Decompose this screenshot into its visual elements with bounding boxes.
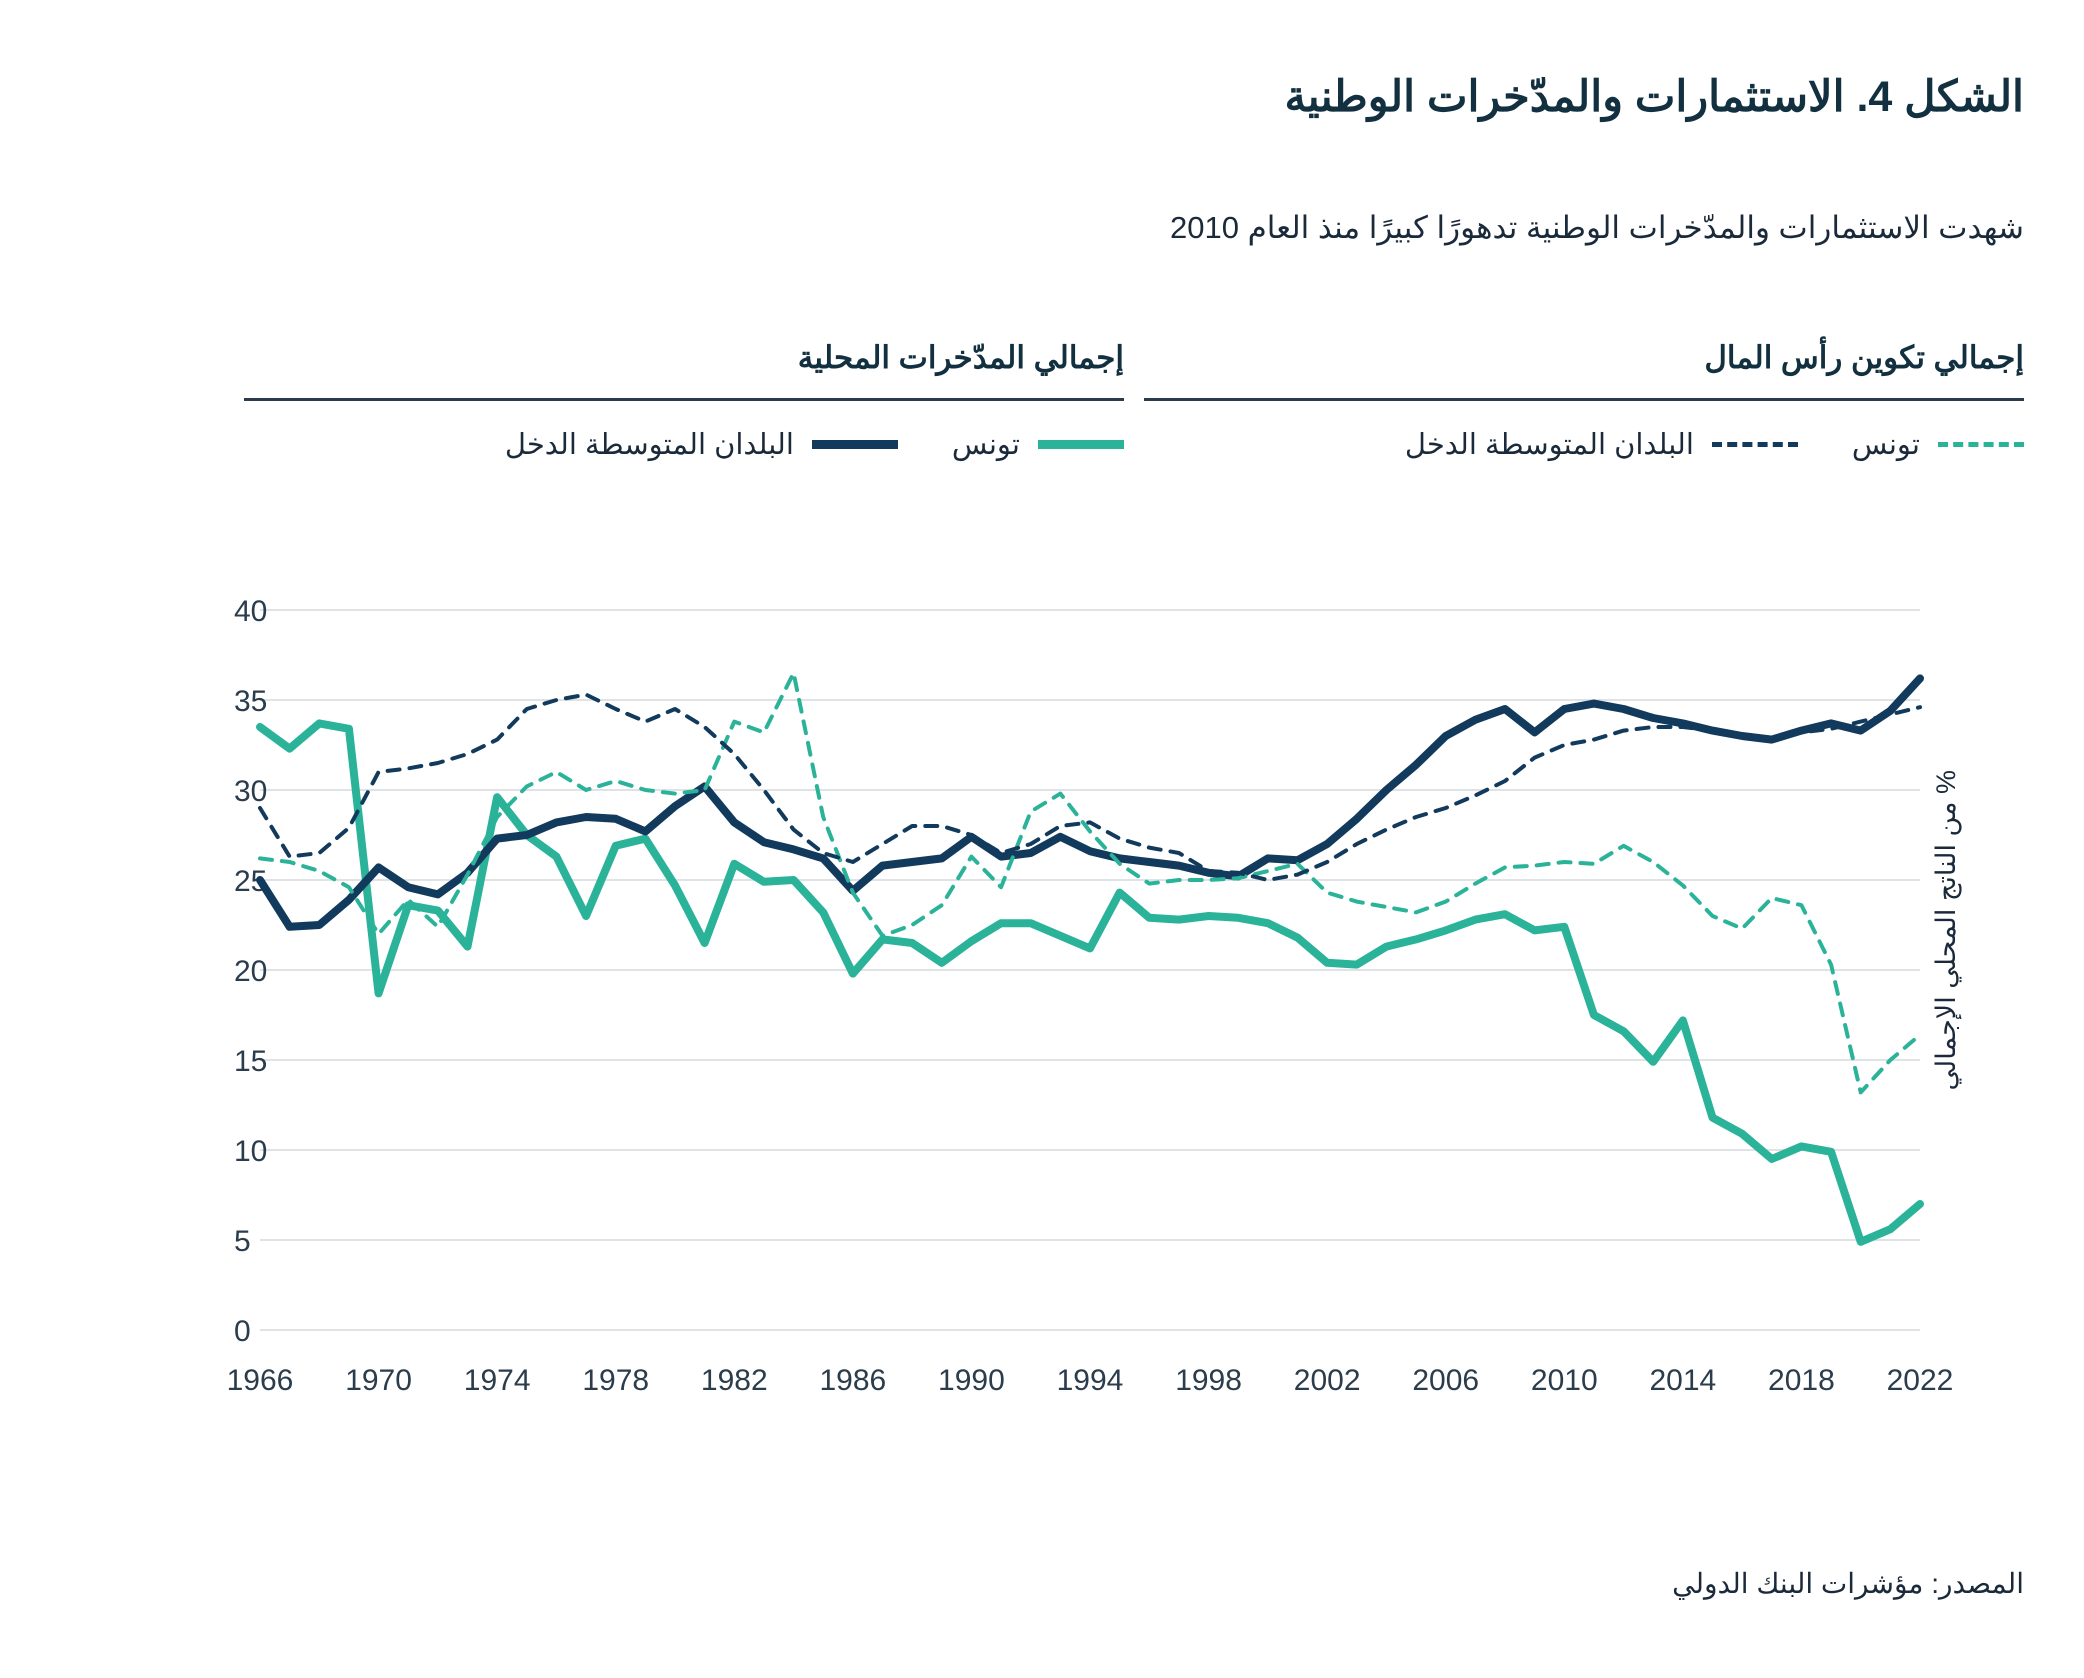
y-tick-label: 0: [234, 1315, 251, 1348]
x-tick-label: 1966: [226, 1364, 294, 1397]
x-tick-label: 1982: [700, 1364, 768, 1397]
chart-area: [60, 590, 2024, 1490]
page-subtitle: شهدت الاستثمارات والمدّخرات الوطنية تدهورًا كبيرًا منذ العام 2010: [1170, 210, 2024, 245]
page-title: الشكل 4. الاستثمارات والمدّخرات الوطنية: [1284, 73, 2024, 121]
x-tick-label: 1990: [938, 1364, 1005, 1397]
y-tick-label: 15: [234, 1045, 268, 1078]
x-tick-label: 1994: [1056, 1364, 1124, 1397]
legend-items-investment: [1144, 401, 2024, 462]
x-tick-label: 1986: [819, 1364, 887, 1397]
x-tick-label: 2002: [1293, 1364, 1361, 1397]
x-tick-label: 1998: [1175, 1364, 1242, 1397]
source-note: المصدر: مؤشرات البنك الدولي: [1672, 1568, 2024, 1599]
x-tick-label: 2018: [1768, 1364, 1835, 1397]
y-tick-label: 5: [234, 1225, 251, 1258]
line-swatch-icon: [812, 440, 898, 449]
legend-group-investment: [1144, 340, 2024, 462]
line-swatch-icon: [1038, 440, 1124, 449]
series-line-savings_tunisia: [260, 723, 1920, 1241]
legend-item-investment-middle-income: [1405, 427, 1798, 462]
x-tick-label: 1970: [345, 1364, 412, 1397]
y-tick-label: 10: [234, 1135, 268, 1168]
y-tick-label: 40: [234, 595, 268, 628]
x-tick-label: 1978: [582, 1364, 650, 1397]
y-tick-label: 25: [234, 865, 268, 898]
legend-item-savings-tunisia: [952, 427, 1124, 462]
legend-heading-savings: إجمالي المدّخرات المحلية: [797, 340, 1124, 375]
x-tick-label: 2006: [1412, 1364, 1480, 1397]
line-swatch-icon: [1938, 442, 2024, 447]
legend-label: البلدان المتوسطة الدخل: [1404, 429, 1694, 461]
legend-label: تونس: [951, 429, 1020, 461]
x-tick-label: 2022: [1886, 1364, 1954, 1397]
legend-label: البلدان المتوسطة الدخل: [504, 429, 794, 461]
legend-heading-investment: إجمالي تكوين رأس المال: [1704, 340, 2024, 375]
y-axis-title: % من الناتج المحلي الإجمالي: [1931, 770, 1961, 1091]
series-line-investment_tunisia: [260, 673, 1920, 1092]
x-tick-label: 2014: [1649, 1364, 1717, 1397]
y-tick-label: 35: [234, 685, 268, 718]
line-swatch-icon: [1712, 442, 1798, 447]
legend-items-savings: [244, 401, 1124, 462]
legend-item-savings-middle-income: [505, 427, 898, 462]
x-tick-label: 2010: [1530, 1364, 1598, 1397]
y-tick-label: 30: [234, 775, 268, 808]
x-tick-label: 1974: [463, 1364, 531, 1397]
y-tick-label: 20: [234, 955, 268, 988]
legend-group-savings: [244, 340, 1124, 462]
line-chart: [60, 590, 2024, 1490]
legend-label: تونس: [1851, 429, 1920, 461]
legend-item-investment-tunisia: [1852, 427, 2024, 462]
